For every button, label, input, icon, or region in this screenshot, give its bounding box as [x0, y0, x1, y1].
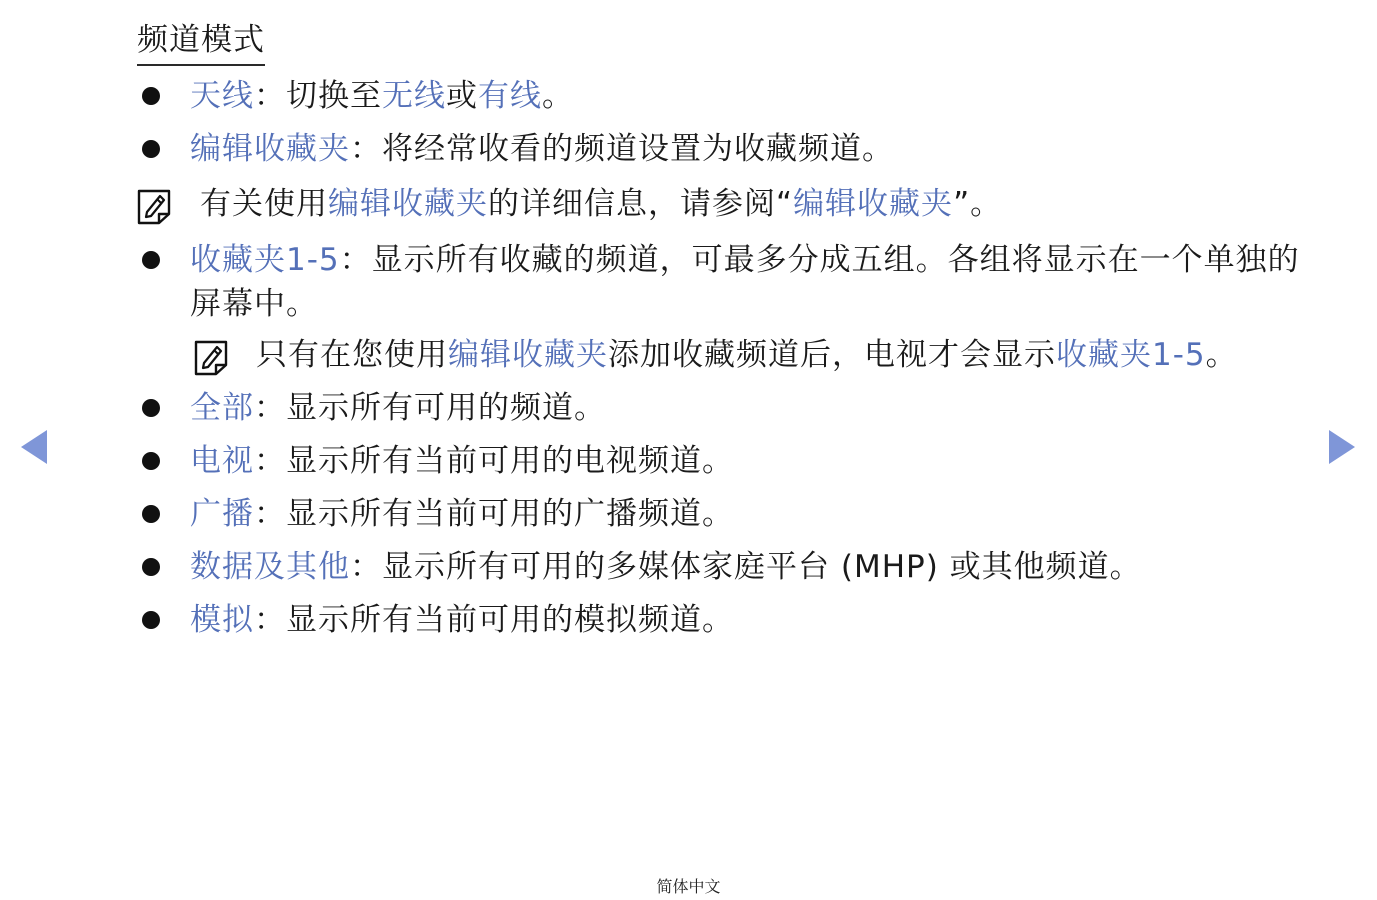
highlight-term: 收藏夹1-5 — [190, 242, 340, 278]
next-page-icon[interactable] — [1329, 430, 1355, 464]
bullet-icon — [142, 140, 160, 158]
item-text: ：显示所有当前可用的模拟频道。 — [254, 602, 734, 638]
item-text: 添加收藏频道后，电视才会显示 — [608, 337, 1056, 373]
item-text: 或 — [446, 78, 478, 114]
language-label: 简体中文 — [656, 877, 721, 896]
bullet-item — [190, 386, 1320, 430]
highlight-term: 有线 — [478, 78, 542, 114]
item-text: ：显示所有当前可用的广播频道。 — [254, 496, 734, 532]
previous-page-icon[interactable] — [21, 430, 47, 464]
bullet-item — [190, 439, 1320, 483]
note-item — [200, 182, 1320, 226]
item-text: ”。 — [953, 186, 1003, 222]
item-text: 。 — [542, 78, 574, 114]
note-item — [256, 333, 1320, 377]
section-heading: 频道模式 — [137, 20, 265, 66]
item-text: ：切换至 — [254, 78, 382, 114]
highlight-term: 编辑收藏夹 — [190, 131, 350, 167]
bullet-item — [190, 74, 1320, 118]
highlight-term: 广播 — [190, 496, 254, 532]
bullet-item — [190, 598, 1320, 642]
bullet-icon — [142, 399, 160, 417]
bullet-item — [190, 238, 1320, 326]
highlight-term: 编辑收藏夹 — [793, 186, 954, 222]
bullet-icon — [142, 452, 160, 470]
item-text: 只有在您使用 — [256, 337, 448, 373]
highlight-term: 数据及其他 — [190, 549, 350, 585]
item-text: ：显示所有可用的频道。 — [254, 390, 606, 426]
highlight-term: 无线 — [382, 78, 446, 114]
highlight-term: 收藏夹1-5 — [1056, 337, 1206, 373]
highlight-term: 编辑收藏夹 — [448, 337, 608, 373]
item-text: 的详细信息，请参阅“ — [488, 186, 794, 222]
item-text: ：将经常收看的频道设置为收藏频道。 — [350, 131, 894, 167]
bullet-icon — [142, 87, 160, 105]
bullet-item — [190, 492, 1320, 536]
highlight-term: 编辑收藏夹 — [328, 186, 488, 222]
bullet-icon — [142, 611, 160, 629]
highlight-term: 全部 — [190, 390, 254, 426]
highlight-term: 电视 — [190, 443, 254, 479]
bullet-icon — [142, 558, 160, 576]
item-text: ：显示所有收藏的频道，可最多分成五组。各组将显示在一个单独的屏幕中。 — [190, 242, 1300, 322]
item-text: ：显示所有可用的多媒体家庭平台 (MHP) 或其他频道。 — [350, 549, 1142, 585]
item-text: ：显示所有当前可用的电视频道。 — [254, 443, 734, 479]
highlight-term: 天线 — [190, 78, 254, 114]
bullet-item — [190, 127, 1320, 171]
highlight-term: 模拟 — [190, 602, 254, 638]
bullet-item — [190, 545, 1320, 589]
item-text: 。 — [1205, 337, 1238, 373]
bullet-icon — [142, 505, 160, 523]
item-text: 有关使用 — [200, 186, 328, 222]
bullet-icon — [142, 251, 160, 269]
